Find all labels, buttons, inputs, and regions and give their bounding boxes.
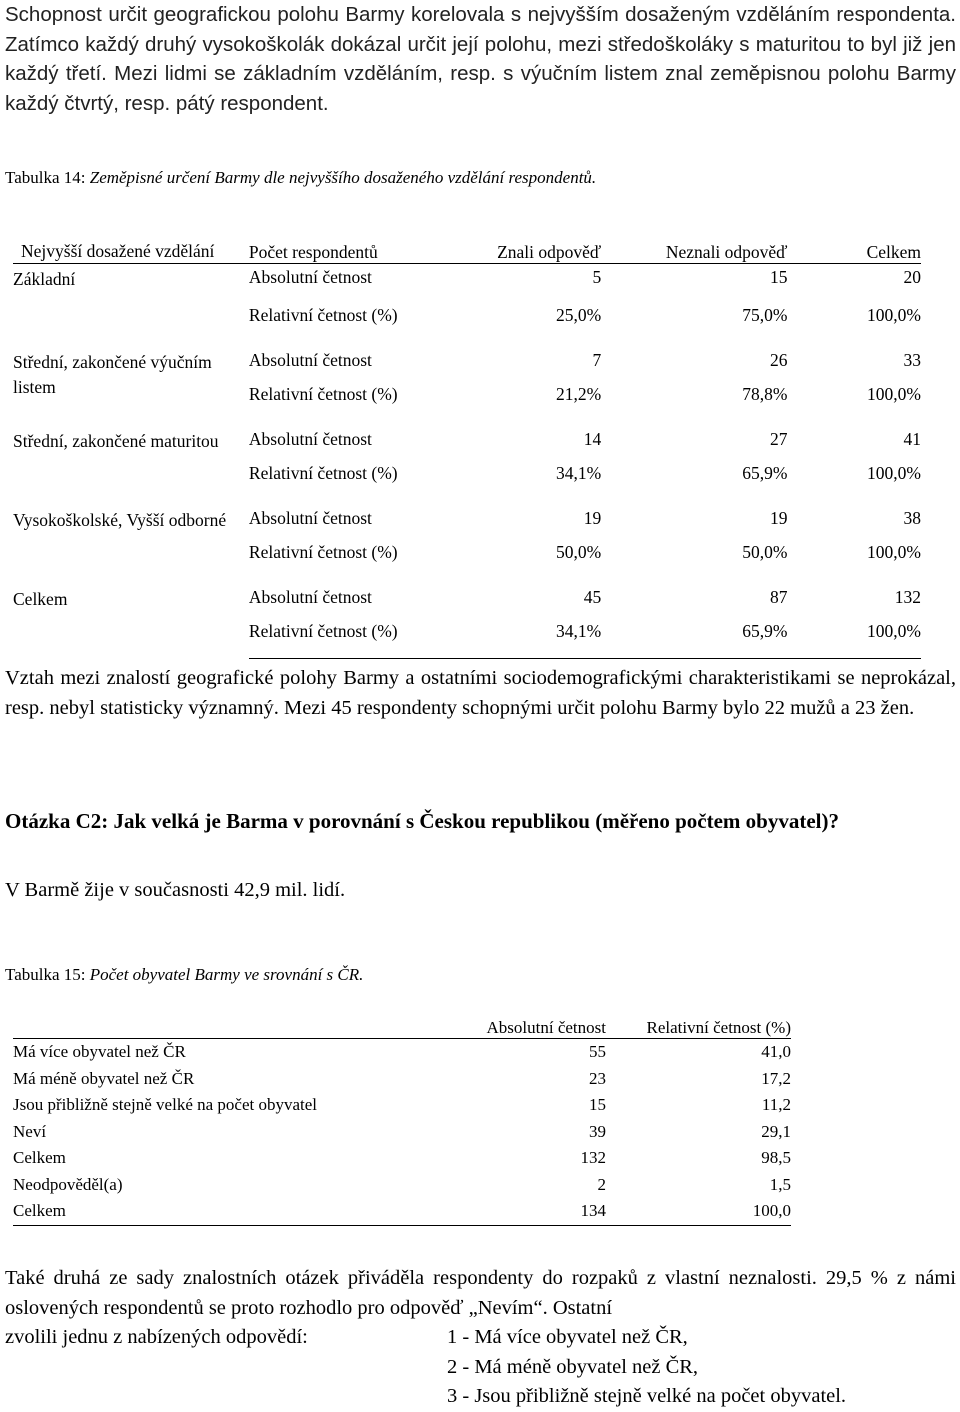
total-cell: 100,0%: [867, 542, 921, 562]
count-type-cell: Absolutní četnost: [248, 267, 372, 287]
absolute-cell: 134: [438, 1198, 606, 1225]
total-cell: 100,0%: [788, 621, 922, 659]
table-row: [13, 508, 921, 542]
didnt-know-cell: 65,9%: [742, 463, 788, 483]
table14-caption-label: Tabulka 14:: [5, 168, 86, 187]
intro-paragraph: Schopnost určit geografickou polohu Barmy korelovala s nejvyšším dosaženým vzděláním respondenta. Zatímco každý druhý vysokoškolák dokázal určit její polohu, mezi středoškoláky s maturitou to byl již jen každý třetí. Mezi lidmi se základním vzděláním, resp. s výučním listem znal zeměpisnou polohu Barmy každý čtvrtý, resp. pátý respondent.: [5, 3, 956, 115]
knew-cell: 34,1%: [556, 463, 602, 483]
count-type-cell: Absolutní četnost: [248, 508, 372, 528]
table-row: [13, 1145, 791, 1172]
table-row: [13, 1092, 791, 1119]
knew-cell: 45: [583, 587, 602, 607]
row-label-cell: Jsou přibližně stejně velké na počet obyvatel: [13, 1095, 318, 1115]
question-c2-answer: V Barmě žije v současnosti 42,9 mil. lidí.: [5, 879, 346, 901]
absolute-cell: 2: [597, 1174, 606, 1194]
header-didnt-know: Neznali odpověď: [601, 218, 787, 264]
paragraph-ignorance: Také druhá ze sady znalostních otázek přiváděla respondenty do rozpaků z vlastní neznalosti. 29,5 % z námi oslovených respondentů se proto rozhodlo pro odpověď „Nevím“. Ostatní: [5, 1267, 956, 1319]
table-row: [13, 264, 921, 306]
table-row: [13, 350, 921, 384]
table-row: [13, 429, 921, 463]
table-row: [13, 1119, 791, 1146]
header-count-type: Počet respondentů: [249, 218, 463, 264]
knew-cell: 34,1%: [463, 621, 601, 659]
relative-cell: 100,0: [606, 1198, 791, 1225]
header-empty: [13, 1011, 438, 1039]
option-item: 1 - Má více obyvatel než ČR,: [447, 1326, 688, 1348]
table-row: [13, 1066, 791, 1093]
knew-cell: 19: [583, 508, 602, 528]
didnt-know-cell: 19: [770, 508, 788, 528]
table-population-comparison: [13, 1011, 791, 1226]
absolute-cell: 132: [580, 1148, 606, 1168]
table15-caption: [5, 965, 363, 985]
education-level-label: Vysokoškolské, Vyšší odborné: [13, 510, 227, 530]
table15-body: [13, 1039, 791, 1226]
relative-cell: 11,2: [761, 1095, 791, 1115]
total-cell: 100,0%: [867, 384, 921, 404]
relative-cell: 1,5: [769, 1174, 791, 1194]
didnt-know-cell: 78,8%: [742, 384, 788, 404]
total-cell: 33: [903, 350, 921, 370]
count-type-cell: Relativní četnost (%): [248, 463, 398, 483]
didnt-know-cell: 87: [770, 587, 788, 607]
education-level-label: Základní: [13, 269, 76, 289]
header-knew: Znali odpověď: [463, 218, 601, 264]
table14-caption: [5, 168, 596, 188]
row-label-cell: Celkem: [13, 1148, 66, 1168]
question-c2-heading: Otázka C2: Jak velká je Barma v porovnání s Českou republikou (měřeno počtem obyvatel)?: [5, 809, 839, 833]
option-item: 3 - Jsou přibližně stejně velké na počet obyvatel.: [447, 1385, 847, 1407]
paragraph-relationship: Vztah mezi znalostí geografické polohy Barmy a ostatními sociodemografickými charakteristikami se neprokázal, resp. nebyl statisticky významný. Mezi 45 respondenty schopnými určit polohu Barmy bylo 22 mužů a 23 žen.: [5, 667, 956, 719]
table15-caption-title: Počet obyvatel Barmy ve srovnání s ČR.: [89, 965, 364, 984]
knew-cell: 14: [583, 429, 602, 449]
header-total: Celkem: [788, 218, 922, 264]
header-absolute: Absolutní četnost: [438, 1011, 606, 1039]
didnt-know-cell: 75,0%: [742, 305, 788, 325]
table-header-row: [13, 1011, 791, 1039]
row-label-cell: Neví: [13, 1121, 47, 1141]
count-type-cell: Relativní četnost (%): [248, 384, 398, 404]
didnt-know-cell: 26: [770, 350, 788, 370]
option-item: 2 - Má méně obyvatel než ČR,: [447, 1355, 699, 1378]
total-cell: 38: [903, 508, 921, 528]
knew-cell: 25,0%: [556, 305, 602, 325]
table14-body: [13, 264, 921, 659]
total-cell: 100,0%: [867, 463, 921, 483]
didnt-know-cell: 65,9%: [601, 621, 787, 659]
total-cell: 132: [894, 587, 921, 607]
total-cell: 41: [903, 429, 921, 449]
total-cell: 20: [903, 267, 921, 287]
table-header-row: [13, 218, 921, 264]
education-level-label: Celkem: [13, 589, 68, 609]
table-row: [13, 1039, 791, 1066]
education-level-label: Střední, zakončené maturitou: [13, 431, 219, 451]
knew-cell: 21,2%: [556, 384, 602, 404]
row-label-cell: Má více obyvatel než ČR: [13, 1042, 186, 1062]
table-row: [13, 1172, 791, 1199]
table-row: [13, 587, 921, 621]
total-cell: 100,0%: [867, 305, 921, 325]
didnt-know-cell: 27: [770, 429, 788, 449]
row-label-cell: Má méně obyvatel než ČR: [13, 1068, 195, 1088]
count-type-cell: Absolutní četnost: [248, 587, 372, 607]
options-list: [5, 1323, 846, 1412]
relative-cell: 17,2: [761, 1068, 791, 1088]
absolute-cell: 55: [589, 1042, 606, 1062]
education-level-label: Střední, zakončené výučním listem: [13, 352, 212, 397]
absolute-cell: 39: [589, 1121, 606, 1141]
knew-cell: 50,0%: [556, 542, 602, 562]
row-label-cell: Neodpověděl(a): [13, 1174, 123, 1194]
options-row: [5, 1323, 846, 1412]
header-relative: Relativní četnost (%): [606, 1011, 791, 1039]
options-items: [447, 1323, 846, 1412]
count-type-cell: Relativní četnost (%): [248, 305, 398, 325]
relative-cell: 29,1: [761, 1121, 791, 1141]
knew-cell: 5: [592, 267, 602, 287]
count-type-cell: Absolutní četnost: [248, 350, 372, 370]
row-label-cell: Celkem: [13, 1198, 438, 1225]
table15-caption-label: Tabulka 15:: [5, 965, 86, 984]
absolute-cell: 15: [589, 1095, 606, 1115]
count-type-cell: Absolutní četnost: [248, 429, 372, 449]
relative-cell: 98,5: [761, 1148, 791, 1168]
relative-cell: 41,0: [761, 1042, 791, 1062]
absolute-cell: 23: [589, 1068, 606, 1088]
table14-caption-title: Zeměpisné určení Barmy dle nejvyššího dosaženého vzdělání respondentů.: [89, 168, 597, 187]
knew-cell: 7: [592, 350, 602, 370]
table-education-vs-location: [13, 218, 921, 659]
count-type-cell: Relativní četnost (%): [248, 542, 398, 562]
count-type-cell: Relativní četnost (%): [249, 621, 463, 659]
options-intro: zvolili jednu z nabízených odpovědí:: [5, 1326, 308, 1348]
table-row: [13, 1198, 791, 1225]
didnt-know-cell: 50,0%: [742, 542, 788, 562]
didnt-know-cell: 15: [770, 267, 788, 287]
header-education: Nejvyšší dosažené vzdělání: [13, 218, 249, 264]
